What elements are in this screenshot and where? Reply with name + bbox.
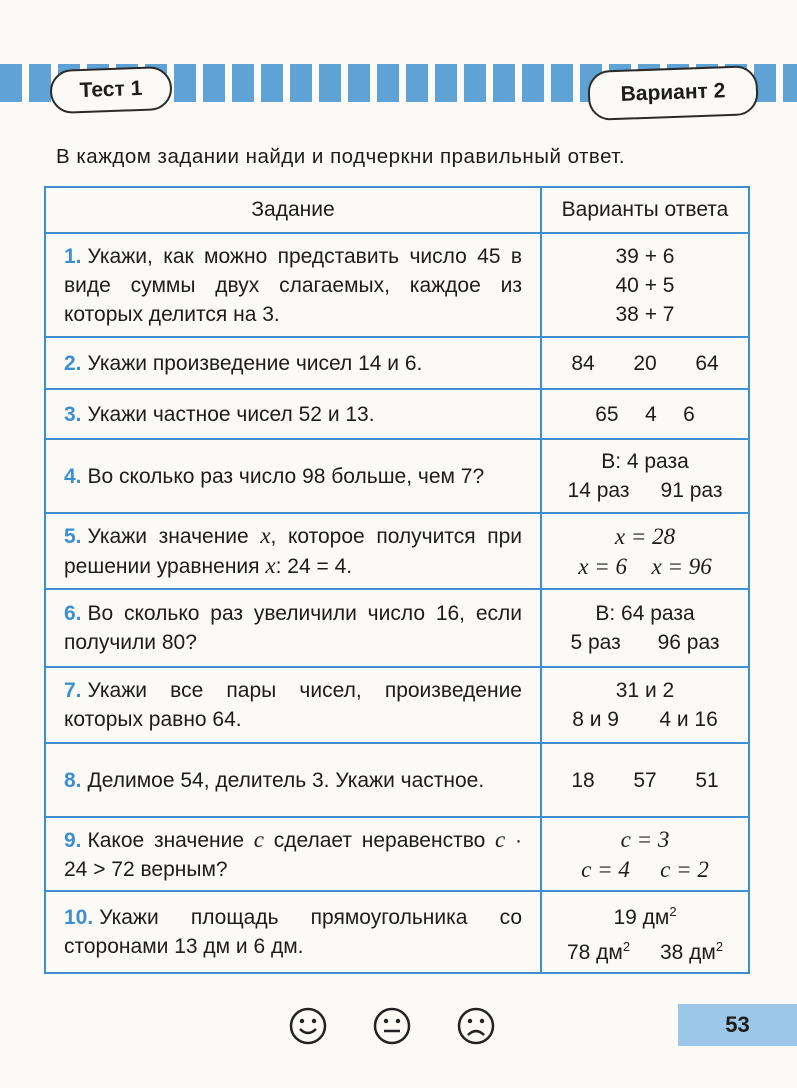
answer-option[interactable]: c = 3 (620, 826, 670, 852)
self-assessment (288, 1006, 496, 1046)
answer-option[interactable]: 57 (633, 768, 657, 792)
answer-option[interactable]: 8 и 9 (572, 708, 619, 731)
question-9: 9. Какое значение c сделает неравенство c · 24 > 72 верным? (45, 817, 541, 891)
answer-option[interactable]: c = 4 (581, 856, 630, 882)
table-row (45, 439, 749, 513)
answer-option[interactable]: x = 28 (614, 523, 676, 549)
answer-option[interactable]: 38 $дм^2$ (659, 939, 724, 964)
page-number: 53 (678, 1004, 797, 1046)
answers-3 (541, 389, 749, 439)
question-4: 4. Во сколько раз число 98 больше, чем 7? (45, 439, 541, 513)
task-table (44, 186, 750, 974)
answer-option[interactable]: 5 раз (570, 631, 621, 654)
answer-option[interactable]: 38 + 7 (615, 302, 675, 326)
question-2: 2. Укажи произведение чисел 14 и 6. (45, 337, 541, 389)
answer-option[interactable]: 4 и 16 (659, 708, 718, 731)
answers-9 (541, 817, 749, 891)
table-row (45, 891, 749, 973)
answer-option[interactable]: 65 (595, 402, 619, 426)
answer-option[interactable]: x = 96 (651, 553, 712, 579)
table-row (45, 817, 749, 891)
variant-label: Вариант 2 (587, 65, 759, 121)
answer-option[interactable]: В: 64 раза (595, 602, 695, 625)
question-1: 1. Укажи, как можно представить число 45 в виде суммы двух слагаемых, каждое из которых делится на 3. (45, 233, 541, 337)
answer-option[interactable]: 18 (571, 768, 595, 792)
test-label: Тест 1 (49, 66, 172, 114)
answer-option[interactable]: 6 (683, 402, 695, 426)
table-row (45, 513, 749, 589)
table-row (45, 743, 749, 817)
answers-6 (541, 589, 749, 667)
question-10: 10. Укажи площадь прямоугольника со сторонами 13 дм и 6 дм. (45, 891, 541, 973)
neutral-face-icon[interactable] (372, 1006, 412, 1046)
answers-1 (541, 233, 749, 337)
sad-face-icon[interactable] (456, 1006, 496, 1046)
table-row (45, 337, 749, 389)
answer-option[interactable]: 19 $дм^2$ (613, 904, 677, 929)
answer-option[interactable]: 20 (633, 351, 657, 375)
answer-option[interactable]: 96 раз (657, 631, 720, 654)
answer-option[interactable]: 14 раз (567, 479, 630, 502)
table-header (45, 187, 749, 233)
question-8: 8. Делимое 54, делитель 3. Укажи частное. (45, 743, 541, 817)
answer-option[interactable]: 78 $дм^2$ (566, 939, 631, 964)
answers-2 (541, 337, 749, 389)
question-6: 6. Во сколько раз увеличили число 16, если получили 80? (45, 589, 541, 667)
column-header-answers: Варианты ответа (541, 187, 749, 233)
answer-option[interactable]: В: 4 раза (601, 450, 689, 473)
answer-option[interactable]: 91 раз (660, 479, 723, 502)
table-row (45, 589, 749, 667)
table-row (45, 389, 749, 439)
answer-option[interactable]: 64 (695, 351, 719, 375)
question-5: 5. Укажи значение x, которое получится при решении уравнения x: 24 = 4. (45, 513, 541, 589)
answers-10 (541, 891, 749, 973)
question-7: 7. Укажи все пары чисел, произведение которых равно 64. (45, 667, 541, 743)
answers-4 (541, 439, 749, 513)
answer-option[interactable]: 39 + 6 (615, 244, 675, 268)
answer-option[interactable]: 40 + 5 (615, 273, 675, 297)
happy-face-icon[interactable] (288, 1006, 328, 1046)
table-row (45, 667, 749, 743)
instruction: В каждом задании найди и подчеркни правильный ответ. (56, 145, 626, 168)
answer-option[interactable]: 84 (571, 351, 595, 375)
answer-option[interactable]: x = 6 (578, 553, 627, 579)
table-row (45, 233, 749, 337)
column-header-task: Задание (45, 187, 541, 233)
answer-option[interactable]: 51 (695, 768, 719, 792)
answers-8 (541, 743, 749, 817)
question-3: 3. Укажи частное чисел 52 и 13. (45, 389, 541, 439)
answers-7 (541, 667, 749, 743)
answer-option[interactable]: c = 2 (660, 856, 709, 882)
answer-option[interactable]: 31 и 2 (615, 679, 675, 702)
answer-option[interactable]: 4 (644, 402, 657, 426)
answers-5 (541, 513, 749, 589)
